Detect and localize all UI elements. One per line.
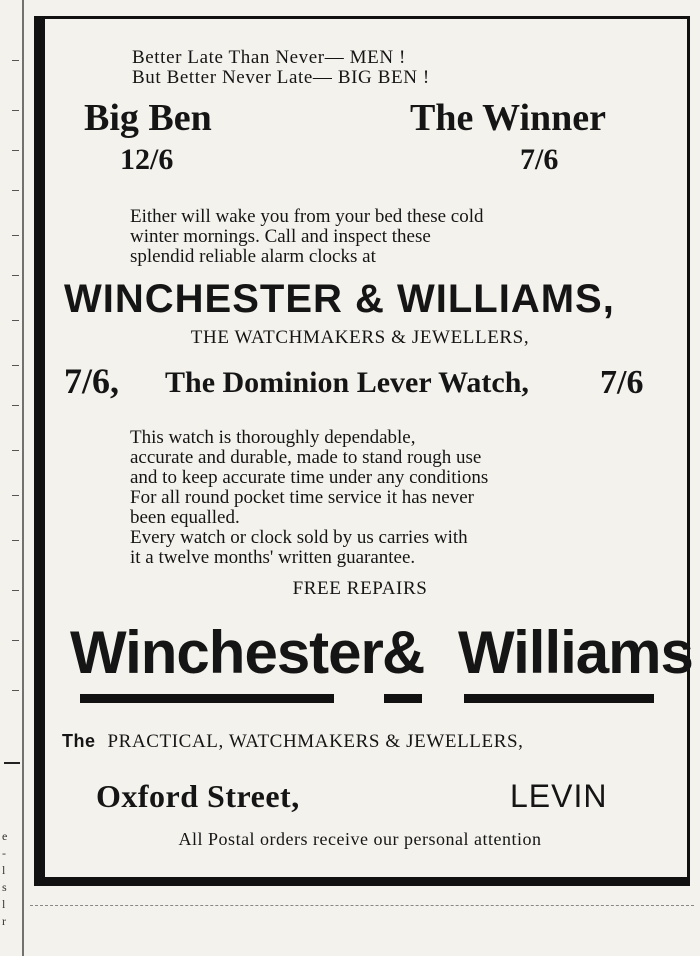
watch-price-left: 7/6, <box>64 361 120 401</box>
footer-note: All Postal orders receive our personal attention <box>178 829 542 849</box>
column-rule <box>22 0 24 956</box>
firm-heading: WINCHESTER & WILLIAMS, <box>64 277 615 321</box>
edge-letter: l <box>2 863 6 877</box>
watch-text-line: This watch is thoroughly dependable, <box>130 427 416 448</box>
tagline-line-2: But Better Never Late— BIG BEN ! <box>132 67 430 88</box>
free-repairs: FREE REPAIRS <box>292 578 428 599</box>
firm-subheading: THE WATCHMAKERS & JEWELLERS, <box>190 327 530 348</box>
product-name-winner: The Winner <box>410 97 607 139</box>
intro-line: winter mornings. Call and inspect these <box>130 226 431 247</box>
product-name-big-ben: Big Ben <box>84 97 212 139</box>
watch-name: The Dominion Lever Watch, <box>165 366 529 399</box>
edge-letter: - <box>2 846 6 860</box>
watch-text-line: For all round pocket time service it has never <box>130 487 475 508</box>
practical-rest: PRACTICAL, WATCHMAKERS & JEWELLERS, <box>107 731 524 752</box>
underline-bar <box>384 694 422 703</box>
big-name-williams: Williams <box>458 619 693 686</box>
big-name-winchester: Winchester <box>70 619 383 686</box>
watch-text-line: and to keep accurate time under any conditions <box>130 467 489 488</box>
underline-bar <box>464 694 654 703</box>
watch-price-right: 7/6 <box>600 364 644 401</box>
product-price-winner: 7/6 <box>520 143 559 176</box>
left-column-fragment <box>0 0 22 956</box>
practical-the: The <box>62 731 96 751</box>
edge-letter: l <box>2 897 6 911</box>
big-name-ampersand: & <box>382 619 426 686</box>
watch-text-line: been equalled. <box>130 507 240 528</box>
watch-text-line: Every watch or clock sold by us carries with <box>130 527 468 548</box>
edge-letter: s <box>2 880 7 894</box>
page-separator <box>30 905 694 908</box>
practical-line <box>62 731 700 753</box>
edge-letter: e <box>2 829 8 843</box>
intro-paragraph <box>130 207 590 267</box>
intro-line: splendid reliable alarm clocks at <box>130 246 376 267</box>
underline-bar <box>80 694 334 703</box>
watch-text-line: accurate and durable, made to stand rough use <box>130 447 482 468</box>
address-street: Oxford Street, <box>96 778 300 814</box>
tagline <box>132 48 430 88</box>
tagline-line-1: Better Late Than Never— MEN ! <box>132 47 406 68</box>
intro-line: Either will wake you from your bed these cold <box>130 206 484 227</box>
product-price-big-ben: 12/6 <box>120 143 174 176</box>
address-town: LEVIN <box>510 778 608 814</box>
watch-description <box>130 428 588 568</box>
watch-text-line: it a twelve months' written guarantee. <box>130 547 416 568</box>
left-edge-letters <box>2 828 7 930</box>
edge-letter: r <box>2 914 6 928</box>
